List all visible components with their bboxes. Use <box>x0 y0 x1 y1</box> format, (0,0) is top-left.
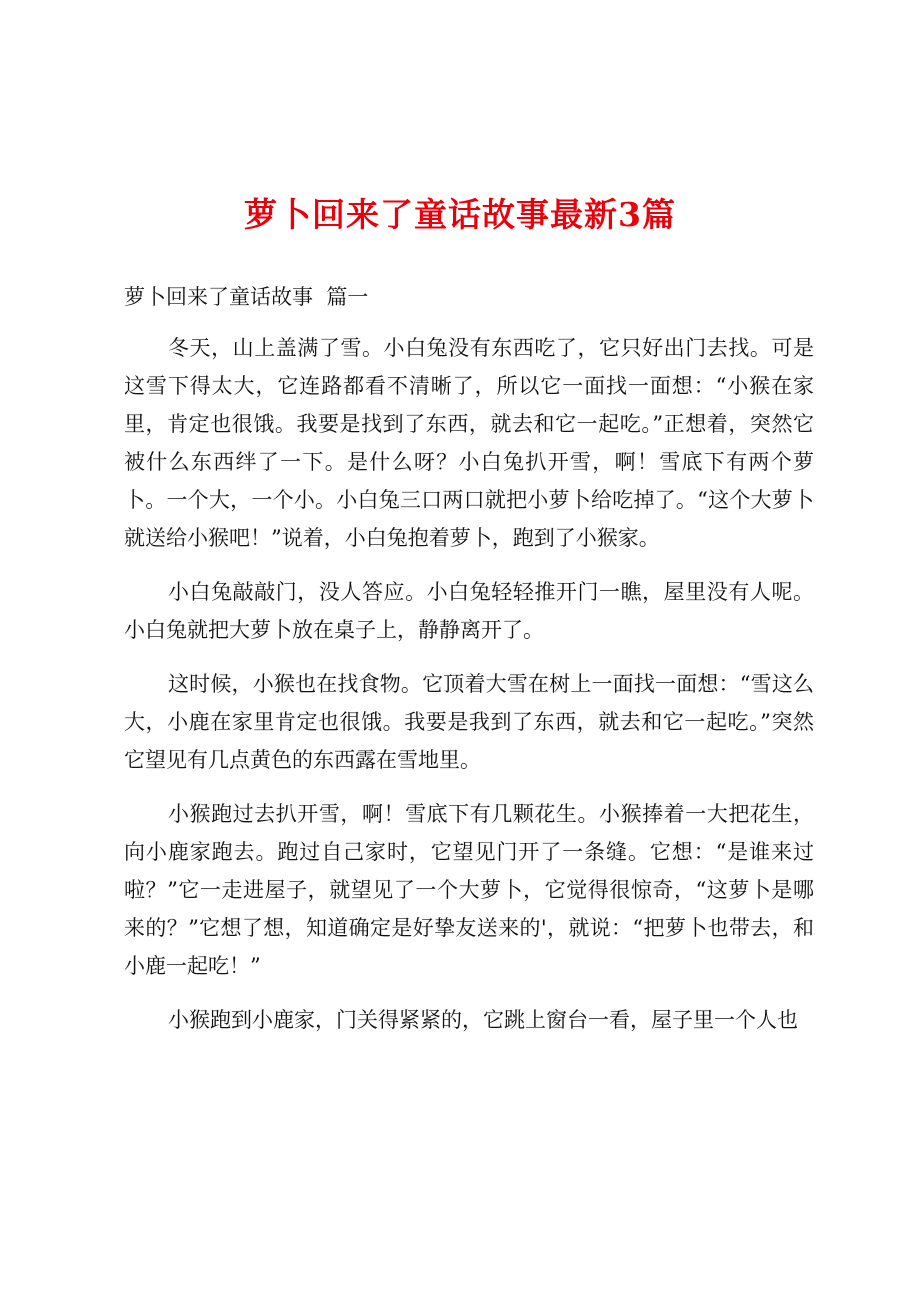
paragraph: 小猴跑过去扒开雪，啊！雪底下有几颗花生。小猴捧着一大把花生，向小鹿家跑去。跑过自己家时，它望见门开了一条缝。它想：“是谁来过啦？”它一走进屋子，就望见了一个大萝卜，它觉得很惊奇，“这萝卜是哪来的？”它想了想，知道确定是好挚友送来的'，就说：“把萝卜也带去，和小鹿一起吃！” <box>124 802 814 978</box>
document-title: 萝卜回来了童话故事最新3篇 <box>244 195 676 234</box>
paragraph: 小猴跑到小鹿家，门关得紧紧的，它跳上窗台一看，屋子里一个人也 <box>168 1008 798 1032</box>
paragraph: 小白兔敲敲门，没人答应。小白兔轻轻推开门一瞧，屋里没有人呢。小白兔就把大萝卜放在桌子上，静静离开了。 <box>124 580 814 642</box>
paragraph: 这时候，小猴也在找食物。它顶着大雪在树上一面找一面想：“雪这么大，小鹿在家里肯定也很饿。我要是我到了东西，就去和它一起吃。”突然它望见有几点黄色的东西露在雪地里。 <box>124 672 814 772</box>
paragraph: 冬天，山上盖满了雪。小白兔没有东西吃了，它只好出门去找。可是这雪下得太大，它连路都看不清晰了，所以它一面找一面想：“小猴在家里，肯定也很饿。我要是找到了东西，就去和它一起吃。”正想着，突然它被什么东西绊了一下。是什么呀？小白兔扒开雪，啊！雪底下有两个萝卜。一个大，一个小。小白兔三口两口就把小萝卜给吃掉了。“这个大萝卜就送给小猴吧！”说着，小白兔抱着萝卜，跑到了小猴家。 <box>124 336 814 550</box>
story-body <box>124 329 814 1055</box>
section-heading: 萝卜回来了童话故事 篇一 <box>124 285 369 309</box>
